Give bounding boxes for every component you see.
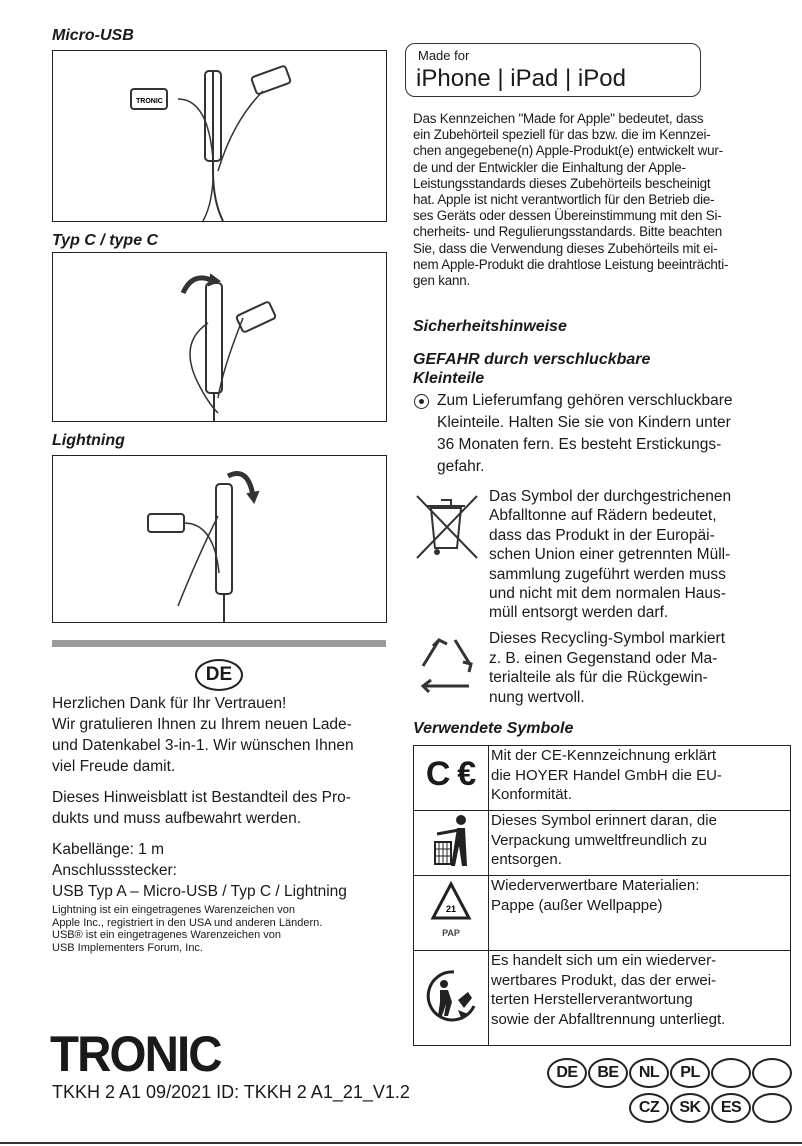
symbols-table — [413, 745, 791, 1046]
symbol-text: Verpackung umweltfreundlich zu — [491, 831, 707, 849]
tidyman-icon — [414, 811, 489, 876]
symbol-text: die HOYER Handel GmbH die EU- — [491, 766, 722, 784]
recycling-icon — [413, 632, 481, 696]
language-oval: DE — [547, 1058, 587, 1088]
spec-line: Anschlussstecker: — [52, 862, 177, 879]
heading-lightning: Lightning — [52, 432, 125, 449]
symbol-text: Wiederverwertbare Materialien: — [491, 877, 700, 894]
cable-brand-label: TRONIC — [136, 98, 163, 105]
trademark-line: USB Implementers Forum, Inc. — [52, 941, 203, 954]
bullet-icon — [414, 394, 429, 409]
symbol-text: wertbares Produkt, das der erwei- — [491, 971, 717, 989]
intro-line: Wir gratulieren Ihnen zu Ihrem neuen Lade- — [52, 716, 352, 733]
weee-line: dass das Produkt in der Europäi- — [489, 526, 715, 544]
type-c-illustration — [52, 252, 387, 422]
symbol-text: Es handelt sich um ein wiederver- — [491, 952, 717, 969]
heading-type-c: Typ C / type C — [52, 232, 159, 249]
danger-text — [437, 390, 733, 478]
danger-line: Kleinteile. Halten Sie sie von Kindern unter — [437, 414, 731, 431]
language-oval: BE — [588, 1058, 628, 1088]
symbol-text: terten Herstellerverantwortung — [491, 991, 693, 1008]
recycle-line: z. B. einen Gegenstand oder Ma- — [489, 649, 718, 667]
symbol-text: Dieses Symbol erinnert daran, die — [491, 812, 717, 829]
symbol-text: sowie der Abfalltrennung unterliegt. — [491, 1010, 726, 1028]
weee-line: und nicht mit dem normalen Haus- — [489, 585, 726, 603]
heading-micro-usb: Micro-USB — [52, 27, 134, 44]
note-line: Dieses Hinweisblatt ist Bestandteil des Pro- — [52, 789, 351, 806]
trademark-line: USB® ist ein eingetragenes Warenzeichen von — [52, 929, 282, 941]
micro-usb-illustration — [52, 50, 387, 222]
intro-text — [52, 693, 354, 777]
symbol-text: Mit der CE-Kennzeichnung erklärt — [491, 747, 717, 764]
note-text — [52, 787, 351, 829]
cable-micro-usb-icon — [53, 51, 386, 221]
danger-line: 36 Monaten fern. Es besteht Erstickungs- — [437, 436, 722, 453]
weee-text — [489, 487, 731, 623]
danger-heading-line: GEFAHR durch verschluckbare — [413, 351, 651, 368]
symbol-text: Konformität. — [491, 786, 572, 803]
weee-line: Abfalltonne auf Rädern bedeutet, — [489, 507, 717, 525]
paragraph-line: gen kann. — [413, 273, 471, 289]
weee-line: schen Union einer getrennten Müll- — [489, 546, 731, 564]
tronic-logo: TRONIC — [50, 1026, 221, 1082]
paragraph-line: ein Zubehörteil speziell für das bzw. die im Kennzei- — [413, 127, 711, 143]
recycle-code: 21 — [445, 904, 457, 915]
symbol-row — [414, 811, 791, 876]
trademark-line: Lightning ist ein eingetragenes Warenzeichen von — [52, 904, 295, 916]
ce-mark-icon: C € — [414, 746, 489, 811]
danger-heading — [413, 350, 650, 388]
symbol-row — [414, 951, 791, 1046]
section-divider — [52, 640, 386, 647]
trademark-text — [52, 904, 322, 954]
trademark-line: Apple Inc., registriert in den USA und anderen Ländern. — [52, 916, 323, 929]
recycle-line: Dieses Recycling-Symbol markiert — [489, 630, 726, 647]
symbol-row — [414, 876, 791, 951]
recycle-line: terialteile als für die Rückgewin- — [489, 669, 708, 686]
note-line: dukts und muss aufbewahrt werden. — [52, 810, 301, 827]
mfi-top-text: Made for — [418, 48, 470, 63]
document-id: TKKH 2 A1 09/2021 ID: TKKH 2 A1_21_V1.2 — [52, 1082, 410, 1102]
language-oval: CZ — [629, 1093, 669, 1123]
paragraph-line: Sie, dass die Verwendung dieses Zubehörteils mit ei- — [413, 240, 718, 256]
language-oval: NL — [629, 1058, 669, 1088]
spec-line: Kabellänge: 1 m — [52, 841, 165, 858]
language-badge-de: DE — [195, 659, 243, 691]
symbol-text: Pappe (außer Wellpappe) — [491, 896, 663, 914]
paragraph-line: cherheits- und Regulierungsstandards. Bitte beachten — [413, 224, 722, 240]
danger-line: Zum Lieferumfang gehören verschluckbare — [437, 392, 733, 409]
page-bottom-rule — [0, 1142, 802, 1144]
pap21-recycle-icon — [414, 876, 489, 951]
paragraph-line: Leistungsstandards dieses Zubehörteils bescheinigt — [413, 175, 711, 191]
language-oval: ES — [711, 1093, 751, 1123]
paragraph-line: chen angegebene(n) Apple-Produkt(e) entwickelt wur- — [413, 143, 723, 159]
symbol-text: entsorgen. — [491, 851, 562, 868]
paragraph-line: ses Geräts oder dessen Übereinstimmung mit den Si- — [413, 208, 722, 224]
language-oval: SK — [670, 1093, 710, 1123]
crossed-bin-icon — [413, 492, 481, 562]
safety-heading: Sicherheitshinweise — [413, 318, 567, 335]
language-oval-empty — [752, 1093, 792, 1123]
weee-line: müll entsorgt werden darf. — [489, 604, 669, 622]
paragraph-line: hat. Apple ist nicht verantwortlich für den Betrieb die- — [413, 192, 715, 208]
triman-icon — [414, 951, 489, 1046]
danger-heading-line: Kleinteile — [413, 370, 485, 387]
cable-type-c-icon — [53, 253, 386, 421]
weee-line: sammlung zugeführt werden muss — [489, 565, 726, 583]
spec-text — [52, 839, 347, 902]
spec-line: USB Typ A – Micro-USB / Typ C / Lightning — [52, 883, 347, 900]
made-for-apple-badge — [405, 43, 701, 97]
recycle-material: PAP — [442, 928, 460, 939]
intro-line: Herzlichen Dank für Ihr Vertrauen! — [52, 695, 287, 712]
symbols-heading: Verwendete Symbole — [413, 720, 574, 737]
paragraph-line: Das Kennzeichen "Made for Apple" bedeutet, dass — [413, 111, 704, 126]
language-oval-empty — [752, 1058, 792, 1088]
danger-line: gefahr. — [437, 458, 485, 475]
cable-lightning-icon — [53, 456, 386, 622]
language-oval: PL — [670, 1058, 710, 1088]
paragraph-line: nem Apple-Produkt die drahtlose Leistung beeinträchti- — [413, 256, 729, 272]
weee-line: Das Symbol der durchgestrichenen — [489, 488, 732, 505]
recycle-text — [489, 629, 725, 707]
intro-line: und Datenkabel 3-in-1. Wir wünschen Ihnen — [52, 737, 354, 754]
recycle-line: nung wertvoll. — [489, 688, 585, 706]
intro-line: viel Freude damit. — [52, 758, 176, 775]
mfi-products-text: iPhone | iPad | iPod — [416, 65, 626, 92]
lightning-illustration — [52, 455, 387, 623]
paragraph-line: de und der Entwickler die Einhaltung der Apple- — [413, 159, 686, 175]
apple-paragraph — [413, 111, 728, 289]
language-oval-empty — [711, 1058, 751, 1088]
symbol-row — [414, 746, 791, 811]
